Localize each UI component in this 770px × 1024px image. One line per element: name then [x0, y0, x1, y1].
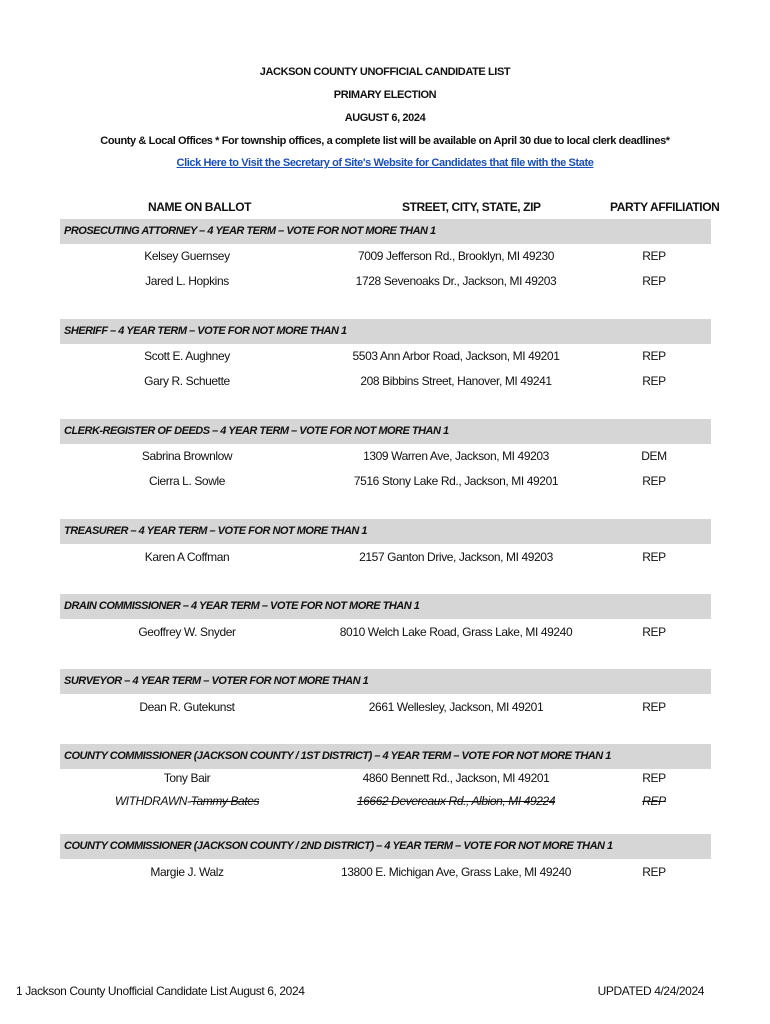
candidate-name: Karen A Coffman	[144, 550, 230, 564]
withdrawn-candidate-name: Tammy Bates	[190, 794, 260, 808]
candidate-name: Geoffrey W. Snyder	[138, 625, 236, 639]
candidate-address: 1309 Warren Ave, Jackson, MI 49203	[363, 449, 549, 463]
section-header-clerk-register-of-deeds	[60, 419, 711, 444]
candidate-party: REP	[642, 771, 666, 785]
offices-note: County & Local Offices * For township offices, a complete list will be available on April 30 due to local clerk deadlines*	[100, 135, 670, 147]
section-header-prosecuting-attorney	[60, 219, 711, 244]
section-header-surveyor	[60, 669, 711, 694]
candidate-name: Kelsey Guernsey	[144, 249, 230, 263]
section-header-county-commissioner-2nd-district	[60, 834, 711, 859]
table-row	[0, 349, 770, 369]
candidate-name: Dean R. Gutekunst	[139, 700, 235, 714]
withdrawn-label: WITHDRAWN-	[114, 794, 191, 808]
section-title: COUNTY COMMISSIONER (JACKSON COUNTY / 2ND DISTRICT) – 4 YEAR TERM – VOTE FOR NOT MORE THAN 1	[64, 840, 613, 852]
candidate-party: REP	[642, 550, 666, 564]
section-title: PROSECUTING ATTORNEY – 4 YEAR TERM – VOTE FOR NOT MORE THAN 1	[64, 225, 436, 237]
candidate-address: 1728 Sevenoaks Dr., Jackson, MI 49203	[355, 274, 557, 288]
section-title: COUNTY COMMISSIONER (JACKSON COUNTY / 1ST DISTRICT) – 4 YEAR TERM – VOTE FOR NOT MORE THAN 1	[64, 750, 611, 762]
candidate-name: Gary R. Schuette	[144, 374, 230, 388]
candidate-address: 13800 E. Michigan Ave, Grass Lake, MI 49240	[340, 865, 572, 879]
table-row	[0, 474, 770, 494]
candidate-name-withdrawn	[115, 794, 259, 808]
section-header-county-commissioner-1st-district	[60, 744, 711, 769]
section-title: CLERK-REGISTER OF DEEDS – 4 YEAR TERM – VOTE FOR NOT MORE THAN 1	[64, 425, 449, 437]
candidate-party: REP	[642, 474, 666, 488]
candidate-address: 4860 Bennett Rd., Jackson, MI 49201	[362, 771, 550, 785]
candidate-name: Scott E. Aughney	[144, 349, 230, 363]
candidate-party: DEM	[641, 449, 667, 463]
column-header-name: NAME ON BALLOT	[148, 200, 252, 214]
table-row	[0, 865, 770, 885]
page-footer-left: 1 Jackson County Unofficial Candidate List August 6, 2024	[16, 984, 305, 998]
table-row	[0, 700, 770, 720]
table-row	[0, 771, 770, 791]
candidate-address: 208 Bibbins Street, Hanover, MI 49241	[360, 374, 552, 388]
candidate-address: 5503 Ann Arbor Road, Jackson, MI 49201	[352, 349, 560, 363]
section-title: DRAIN COMMISSIONER – 4 YEAR TERM – VOTE FOR NOT MORE THAN 1	[64, 600, 420, 612]
table-row	[0, 274, 770, 294]
candidate-party: REP	[642, 374, 666, 388]
table-row	[0, 625, 770, 645]
table-row	[0, 449, 770, 469]
doc-title: JACKSON COUNTY UNOFFICIAL CANDIDATE LIST	[259, 66, 511, 78]
election-type: PRIMARY ELECTION	[333, 89, 437, 101]
column-header-party: PARTY AFFILIATION	[610, 200, 720, 214]
page-footer-updated: UPDATED 4/24/2024	[597, 984, 704, 998]
candidate-address: 8010 Welch Lake Road, Grass Lake, MI 49240	[339, 625, 573, 639]
candidate-party: REP	[642, 865, 666, 879]
column-header-address: STREET, CITY, STATE, ZIP	[402, 200, 541, 214]
section-title: SURVEYOR – 4 YEAR TERM – VOTER FOR NOT MORE THAN 1	[64, 675, 369, 687]
candidate-address: 7516 Stony Lake Rd., Jackson, MI 49201	[353, 474, 559, 488]
election-date: AUGUST 6, 2024	[344, 112, 426, 124]
table-row-withdrawn	[0, 794, 770, 814]
candidate-name: Jared L. Hopkins	[145, 274, 229, 288]
candidate-address: 2661 Wellesley, Jackson, MI 49201	[368, 700, 544, 714]
section-title: SHERIFF – 4 YEAR TERM – VOTE FOR NOT MORE THAN 1	[64, 325, 347, 337]
candidate-address: 7009 Jefferson Rd., Brooklyn, MI 49230	[357, 249, 555, 263]
candidate-party: REP	[642, 625, 666, 639]
candidate-name: Cierra L. Sowle	[148, 474, 226, 488]
candidate-party: REP	[642, 700, 666, 714]
candidate-party: REP	[642, 249, 666, 263]
secretary-of-state-link[interactable]: Click Here to Visit the Secretary of Site's Website for Candidates that file with the State	[176, 157, 594, 169]
section-header-drain-commissioner	[60, 594, 711, 619]
candidate-name: Margie J. Walz	[150, 865, 224, 879]
section-title: TREASURER – 4 YEAR TERM – VOTE FOR NOT MORE THAN 1	[64, 525, 368, 537]
candidate-name: Tony Bair	[163, 771, 211, 785]
candidate-party: REP	[642, 274, 666, 288]
candidate-address: 16662 Devereaux Rd., Albion, MI 49224	[356, 794, 556, 808]
candidate-address: 2157 Ganton Drive, Jackson, MI 49203	[359, 550, 553, 564]
table-row	[0, 550, 770, 570]
table-row	[0, 374, 770, 394]
section-header-sheriff	[60, 319, 711, 344]
candidate-party: REP	[642, 349, 666, 363]
section-header-treasurer	[60, 519, 711, 544]
table-row	[0, 249, 770, 269]
candidate-name: Sabrina Brownlow	[141, 449, 233, 463]
candidate-party: REP	[642, 794, 666, 808]
